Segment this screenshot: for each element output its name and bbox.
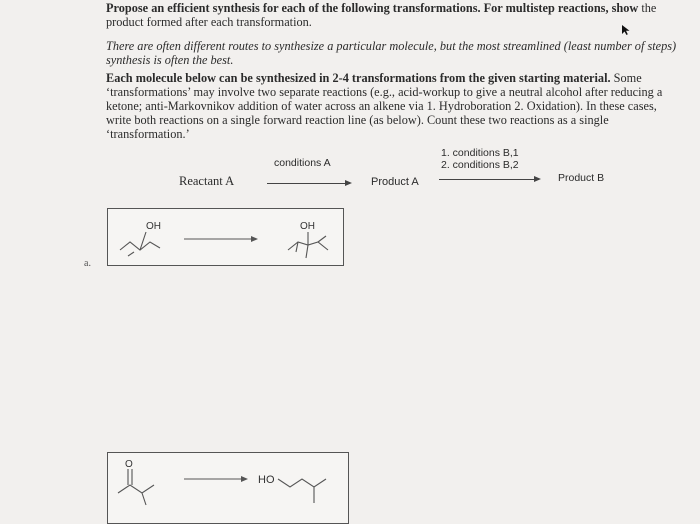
problem-a-scheme <box>112 212 352 264</box>
instructions-heading <box>106 1 678 29</box>
instructions-note: There are often different routes to synthesize a particular molecule, but the most streamlined (least number of steps) synthesis is often the best. <box>106 39 677 67</box>
target-chain <box>278 479 326 487</box>
problem-b-arrowhead <box>241 476 248 482</box>
start-methyl-bond <box>128 252 134 256</box>
product-b-label: Product B <box>558 172 605 184</box>
target-methyl-down <box>306 245 308 258</box>
start-branch <box>142 493 146 505</box>
problem-a-label: a. <box>84 258 91 269</box>
product-a-label: Product A <box>371 176 419 188</box>
reaction-arrow-a <box>267 183 350 184</box>
conditions-b1-label: 1. conditions B,1 <box>441 147 519 159</box>
conditions-a-label: conditions A <box>274 157 331 169</box>
problem-b-scheme <box>112 455 362 515</box>
start-oh-label: OH <box>146 221 161 232</box>
target-ho-label: HO <box>258 474 275 486</box>
instructions-paragraph-bold: Each molecule below can be synthesized in 2-4 transformations from the given starting material. <box>106 71 611 85</box>
reaction-arrow-b <box>439 179 539 180</box>
problem-a-arrowhead <box>251 236 258 242</box>
start-chain <box>118 485 154 493</box>
instructions-bold-line: Propose an efficient synthesis for each of the following transformations. For multistep reactions, show <box>106 1 639 15</box>
instructions-rest-line: the product formed after each transformation. <box>106 1 657 29</box>
reactant-a-label: Reactant A <box>179 174 235 188</box>
start-o-label: O <box>125 459 133 470</box>
instructions-paragraph-rest: Some ‘transformations’ may involve two separate reactions (e.g., acid-workup to give a neutral alcohol after reducing a ketone; anti-Markovnikov addition of water across an alkene via 1. Hydroboration 2. Oxidation). In these cases, write both reactions on a single forward reaction line (as below). Count these two reactions as a single ‘transformation.’ <box>106 71 663 141</box>
mouse-cursor-icon <box>622 25 630 35</box>
target-branch <box>318 236 326 242</box>
target-oh-label: OH <box>300 221 315 232</box>
conditions-b2-label: 2. conditions B,2 <box>441 159 519 171</box>
instructions-paragraph <box>106 71 678 141</box>
